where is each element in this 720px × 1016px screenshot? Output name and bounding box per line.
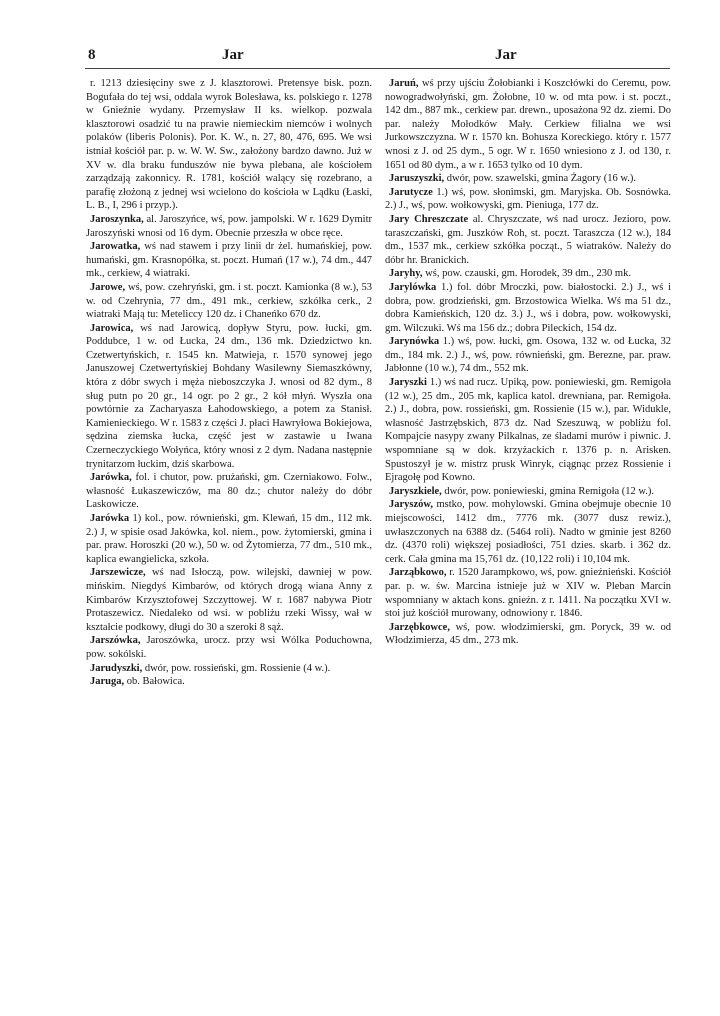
dictionary-entry	[385, 335, 671, 376]
entry-text: 1.) wś nad rucz. Upiką, pow. poniewieski, gm. Remigoła (12 w.), 25 dm., 205 mk, kaplica katol. drewniana, par. Remigoła. 2.) J., dobra, pow. rossieński, gm. Rossienie (15 w.), par. Widukle, własność Jastrzębskich, 873 dz. Nad Szeszuwą, w pobliżu fol. Kompajcie nasypy zwany Pilkalnas, ze śladami murów i piwnic. J. wspomniane są w dok. krzyżackich r. 1376 p. n. Arisken. Spustoszył je w. mistrz prusk Winryk, ciągnąc przez Rossienie i Ejragołę pod Kowno.	[385, 377, 671, 484]
left-column	[86, 77, 372, 689]
entry-headword: Jarząbkowo,	[389, 567, 447, 579]
entry-text: dwór, pow. szawelski, gmina Żagory (16 w.).	[444, 173, 636, 185]
entry-text: ob. Bałowica.	[124, 676, 185, 688]
entry-headword: Jaruga,	[90, 676, 125, 688]
entry-headword: Jarówka	[90, 513, 130, 524]
entry-text: r. 1213 dziesięciny swe z J. klasztorowi. Pretensye bisk. pozn. Bogufała do tej wsi, oddala wyrok Bolesława, ks. polskiego r. 1278 w Gnieźnie wydany. Przemysław II ks. wielkop. pozwala klasztorowi osadzić tu na prawie niemieckim niemców i wolnych polaków (liberis Polonis). Por. K. W., n. 27, 80, 476, 695. We wsi istniał kościół par. p. w. W. W. Sw., założony bardzo dawno. Już w XV w. dla braku funduszów nie bywa plebana, ale kościołem zarządzają zakonnicy. R. 1781, kościół walący się rozebrano, a parafię złożoną z jednej wsi wcielono do kościoła w Lądku (Łaski, L. B., I, 296 i przyp.).	[86, 78, 372, 212]
dictionary-entry	[86, 566, 372, 634]
dictionary-entry	[86, 281, 372, 322]
dictionary-entry	[385, 621, 671, 648]
entry-text: 1) kol., pow. równieński, gm. Klewań, 15 dm., 112 mk. 2.) J, w spisie osad Jakówka, kol. niem., pow. żytomierski, gmina i par. praw. Horoszki (20 w.), 50 w. od Żytomierza, 77 dm., 510 mk., kaplica ewangielicka, szkoła.	[86, 513, 372, 565]
dictionary-entry	[385, 213, 671, 267]
entry-text: wś przy ujściu Żołobianki i Koszcłówki do Ceremu, pow. nowogradwołyński, gm. Żołobne, 10 w. od mta pow. i st. poczt., 142 dm., 887 mk., cerkiew par. drewn., uposażona 92 dz. ziemi. Do par. należy Mołodków Mały. Cerkiew filialna we wsi Jurkowszczyzna. W r. 1570 kn. Bohusza Koreckiego. który r. 1577 wnosi z J. od 25 dym., 5 ogr. W r. 1650 wniesiono z J. od 130, r. 1651 od 80 dym., a w r. 1653 tylko od 10 dym.	[385, 78, 671, 171]
entry-text: 1.) wś, pow. łucki, gm. Osowa, 132 w. od Łucka, 32 dm., 184 mk. 2.) J., wś, pow. równieński, gm. Berezne, par. praw. Jabłonne (10 w.), 74 dm., 552 mk.	[385, 336, 671, 375]
entry-headword: Jarowatka,	[90, 241, 141, 253]
entry-text: dwór, pow. rossieński, gm. Rossienie (4 w.).	[142, 662, 331, 674]
dictionary-entry	[86, 322, 372, 472]
dictionary-entry	[86, 512, 372, 566]
dictionary-entry	[385, 566, 671, 620]
dictionary-entry	[385, 77, 671, 172]
entry-headword: Jarszówka,	[90, 635, 141, 647]
entry-headword: Jarowe,	[90, 281, 126, 293]
right-running-head: Jar	[495, 47, 517, 63]
entry-headword: Jary Chreszczate	[389, 213, 469, 225]
entry-text: dwór, pow. poniewieski, gmina Remigoła (12 w.).	[441, 485, 655, 497]
entry-text: al. Chryszczate, wś nad urocz. Jezioro, pow. taraszczański, gm. Juszków Roh, st. poczt. Taraszcza (12 w.), 184 dm., 1537 mk., cerkiew szkółka począt., 5 wiatraków. Należy do dóbr hr. Branickich.	[385, 213, 671, 266]
dictionary-entry	[385, 498, 671, 566]
dictionary-entry	[86, 471, 372, 512]
entry-headword: Jaryszów,	[389, 499, 434, 511]
entry-text: Jaroszówka, urocz. przy wsi Wólka Poduchowna, pow. sokólski.	[86, 635, 372, 660]
entry-text: al. Jaroszyńce, wś, pow. jampolski. W r. 1629 Dymitr Jaroszyński wnosi od 16 dym. Obecnie przeszła w obce ręce.	[86, 213, 372, 239]
entry-headword: Jarutycze	[389, 186, 433, 198]
entry-text: r. 1520 Jarampkowo, wś, pow. gnieźnieński. Kościół par. p. w. św. Marcina istnieje już w XIV w. Pleban Marcin wspomniany w aktach kons. gnieźn. z r. 1411. Na początku XVI w. stoi już kościół murowany, odnowiony r. 1846.	[385, 567, 671, 620]
entry-headword: Jarszewicze,	[90, 567, 146, 579]
entry-headword: Jarynówka	[389, 336, 440, 348]
entry-text: 1.) fol. dóbr Mroczki, pow. białostocki. 2.) J., wś i dobra, pow. grodzieński, gm. Brzostowica Wielka. Wś ma 51 dz., dobra Kamieńskich, 120 dz. 3.) J., wś i dobra, pow. wołkowyski, gm. Wilczuki. Wś ma 156 dz.; dobra Pileckich, 154 dz.	[385, 281, 671, 334]
entry-text: wś nad Isłoczą, pow. wilejski, dawniej w pow. mińskim. Niegdyś Kimbarów, od których drogą wiana Anny z Kimbarów Krzysztofowej Szczyttowej. W r. 1687 nabywa Piotr Protaszewicz. Niedaleko od wsi. w pobliżu rzeki Wissy, wał w kształcie podkowy, długi do 30 a szeroki 8 sąż.	[86, 567, 372, 633]
header-rule	[85, 68, 670, 69]
entry-text: wś, pow. czehryński, gm. i st. poczt. Kamionka (8 w.), 53 w. od Czehrynia, 77 dm., 491 mk., cerkiew, szkółka cerk., 2 wiatraki Mają tu: Meteliccy 120 dz. i Chaneńko 670 dz.	[86, 281, 372, 321]
entry-headword: Jaryszkiele,	[389, 485, 442, 497]
dictionary-entry	[86, 662, 372, 676]
dictionary-entry	[86, 213, 372, 240]
dictionary-entry	[86, 634, 372, 661]
entry-text: wś nad stawem i przy linii dr żel. humańskiej, pow. humański, gm. Krasnopółka, st. poczt. Humań (17 w.), 74 dm., 447 mk., cerkiew, 4 wiatraki.	[86, 241, 372, 280]
entry-headword: Jarówka,	[90, 472, 132, 484]
entry-headword: Jaruszyszki,	[389, 173, 445, 185]
dictionary-entry	[86, 240, 372, 281]
dictionary-entry	[385, 172, 671, 186]
dictionary-entry	[86, 77, 372, 213]
entry-headword: Jarowica,	[90, 322, 134, 334]
entry-text: wś, pow. włodzimierski, gm. Poryck, 39 w. od Włodzimierza, 45 dm., 273 mk.	[385, 621, 671, 647]
dictionary-entry	[385, 267, 671, 281]
entry-headword: Jarudyszki,	[90, 662, 143, 674]
entry-text: fol. i chutor, pow. prużański, gm. Czerniakowo. Folw., własność Łukaszewiczów, ma 80 dz.; chutor należy do dóbr Laskowicze.	[86, 472, 372, 511]
dictionary-entry	[86, 675, 372, 689]
entry-headword: Jaryhy,	[389, 268, 423, 280]
left-running-head: Jar	[222, 47, 244, 63]
right-column	[385, 77, 671, 648]
entry-headword: Jaruń,	[389, 78, 419, 89]
dictionary-entry	[385, 376, 671, 485]
dictionary-entry	[385, 485, 671, 499]
entry-text: 1.) wś, pow. słonimski, gm. Maryjska. Ob. Sosnówka. 2.) J., wś, pow. wołkowyski, gm. Pieniuga, 177 dz.	[385, 186, 671, 212]
entry-text: wś, pow. czauski, gm. Horodek, 39 dm., 230 mk.	[422, 268, 631, 280]
entry-headword: Jarzębkowce,	[389, 621, 450, 633]
entry-headword: Jaryszki	[389, 377, 427, 389]
dictionary-entry	[385, 186, 671, 213]
dictionary-entry	[385, 281, 671, 335]
entry-headword: Jarylówka	[389, 281, 437, 293]
entry-text: mstko, pow. mohylowski. Gmina obejmuje obecnie 10 miejscowości, 1412 dm., 7776 mk. (3077 dusz rewiz.), uwłaszczonych na 6388 dz. (5464 roli). Nadto w gminie jest 8260 dz. (4370 roli) większej posiadłości, 751 dzies. skarb. i 362 dz. cerk. Cała gmina ma 15,761 dz. (10,122 roli) i 10,104 mk.	[385, 499, 671, 565]
page-number: 8	[88, 47, 96, 63]
entry-text: wś nad Jarowicą, dopływ Styru, pow. łucki, gm. Poddubce, 1 w. od Łucka, 24 dm., 136 mk. Dziedzictwo kn. Czetwertyńskich, r. 1545 kn. Matwieja, r. 1570 synowej jego Januszowej Czetwertyńskiej Bohdany Wasilewny Siemaszkówny, która z dóbr swych i męża nieboszczyka J. wnosi od 82 dym., 8 sług putn po 20 gr., 14 ogr. po 2 gr., 2 kół młyń. Wyszła ona powtórnie za Zacharyasza Łahodowskiego, a potem za Stanisł. Kamienieckiego. W r. 1583 z części J. płaci Hawryłowa Bokiejowa, sędzina ziemska łucka, część jest w zastawie u Iwana Czerneczyckiego Wołyńca, który wnosi z 2 dym. Nadana następnie trynitarzom łuckim, dziś skarbowa.	[86, 322, 372, 470]
entry-headword: Jaroszynka,	[90, 213, 144, 225]
